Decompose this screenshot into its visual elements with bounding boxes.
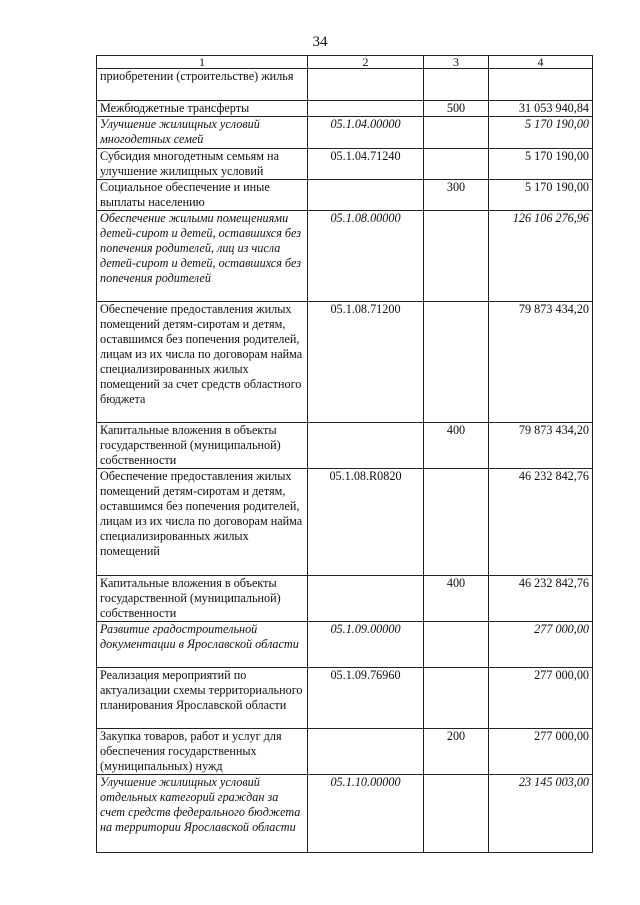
row-name: Улучшение жилищных условий отдельных категорий граждан за счет средств федерального бюджета на территории Ярославской области (97, 775, 308, 853)
table-row (97, 668, 593, 729)
row-name: Закупка товаров, работ и услуг для обеспечения государственных (муниципальных) нужд (97, 729, 308, 775)
table-row (97, 302, 593, 423)
row-amount: 277 000,00 (489, 622, 593, 668)
row-amount: 23 145 003,00 (489, 775, 593, 853)
row-name: Социальное обеспечение и иные выплаты населению (97, 180, 308, 211)
row-amount: 5 170 190,00 (489, 117, 593, 149)
row-name: Субсидия многодетным семьям на улучшение жилищных условий (97, 149, 308, 180)
row-expense-type: 300 (424, 180, 489, 211)
budget-table (96, 55, 593, 853)
table-row (97, 101, 593, 117)
row-name: Обеспечение предоставления жилых помещений детям-сиротам и детям, оставшимся без попечения родителей, лицам из их числа по договорам найма специализированных жилых помещений за счет средств областного бюджета (97, 302, 308, 423)
table-row (97, 211, 593, 302)
row-code (308, 69, 424, 101)
row-code (308, 423, 424, 469)
row-code: 05.1.04.00000 (308, 117, 424, 149)
table-header-row (97, 56, 593, 69)
row-code: 05.1.08.R0820 (308, 469, 424, 576)
row-expense-type: 400 (424, 576, 489, 622)
row-name: Межбюджетные трансферты (97, 101, 308, 117)
row-name: Развитие градостроительной документации в Ярославской области (97, 622, 308, 668)
row-amount: 46 232 842,76 (489, 576, 593, 622)
row-code: 05.1.08.00000 (308, 211, 424, 302)
table-row (97, 117, 593, 149)
row-code: 05.1.09.00000 (308, 622, 424, 668)
row-code: 05.1.04.71240 (308, 149, 424, 180)
table-row (97, 469, 593, 576)
row-expense-type (424, 622, 489, 668)
column-header: 2 (308, 56, 424, 69)
row-name: Капитальные вложения в объекты государственной (муниципальной) собственности (97, 576, 308, 622)
row-code: 05.1.08.71200 (308, 302, 424, 423)
row-amount: 277 000,00 (489, 668, 593, 729)
row-name: Капитальные вложения в объекты государственной (муниципальной) собственности (97, 423, 308, 469)
row-expense-type (424, 69, 489, 101)
table-row (97, 180, 593, 211)
table-row (97, 576, 593, 622)
column-header: 3 (424, 56, 489, 69)
row-code: 05.1.09.76960 (308, 668, 424, 729)
row-expense-type: 200 (424, 729, 489, 775)
row-expense-type (424, 469, 489, 576)
table-row (97, 622, 593, 668)
row-name: приобретении (строительстве) жилья (97, 69, 308, 101)
table-row (97, 423, 593, 469)
row-amount: 277 000,00 (489, 729, 593, 775)
row-code: 05.1.10.00000 (308, 775, 424, 853)
row-expense-type (424, 775, 489, 853)
table-row (97, 149, 593, 180)
row-code (308, 101, 424, 117)
row-expense-type (424, 302, 489, 423)
table-row (97, 69, 593, 101)
row-amount: 46 232 842,76 (489, 469, 593, 576)
row-expense-type (424, 668, 489, 729)
row-code (308, 576, 424, 622)
page-number: 34 (312, 34, 328, 50)
column-header: 4 (489, 56, 593, 69)
row-name: Реализация мероприятий по актуализации схемы территориального планирования Ярославской области (97, 668, 308, 729)
row-name: Обеспечение предоставления жилых помещений детям-сиротам и детям, оставшимся без попечения родителей, лицам из их числа по договорам найма специализированных жилых помещений (97, 469, 308, 576)
row-amount: 5 170 190,00 (489, 149, 593, 180)
column-header: 1 (97, 56, 308, 69)
row-amount: 79 873 434,20 (489, 302, 593, 423)
row-expense-type: 500 (424, 101, 489, 117)
row-expense-type: 400 (424, 423, 489, 469)
row-amount (489, 69, 593, 101)
row-amount: 5 170 190,00 (489, 180, 593, 211)
row-amount: 31 053 940,84 (489, 101, 593, 117)
row-amount: 126 106 276,96 (489, 211, 593, 302)
row-expense-type (424, 117, 489, 149)
row-name: Обеспечение жилыми помещениями детей-сирот и детей, оставшихся без попечения родителей, лиц из числа детей-сирот и детей, оставшихся без попечения родителей (97, 211, 308, 302)
row-amount: 79 873 434,20 (489, 423, 593, 469)
row-code (308, 729, 424, 775)
row-name: Улучшение жилищных условий многодетных семей (97, 117, 308, 149)
row-expense-type (424, 149, 489, 180)
table-row (97, 729, 593, 775)
table-row (97, 775, 593, 853)
table-body (97, 69, 593, 853)
row-code (308, 180, 424, 211)
row-expense-type (424, 211, 489, 302)
